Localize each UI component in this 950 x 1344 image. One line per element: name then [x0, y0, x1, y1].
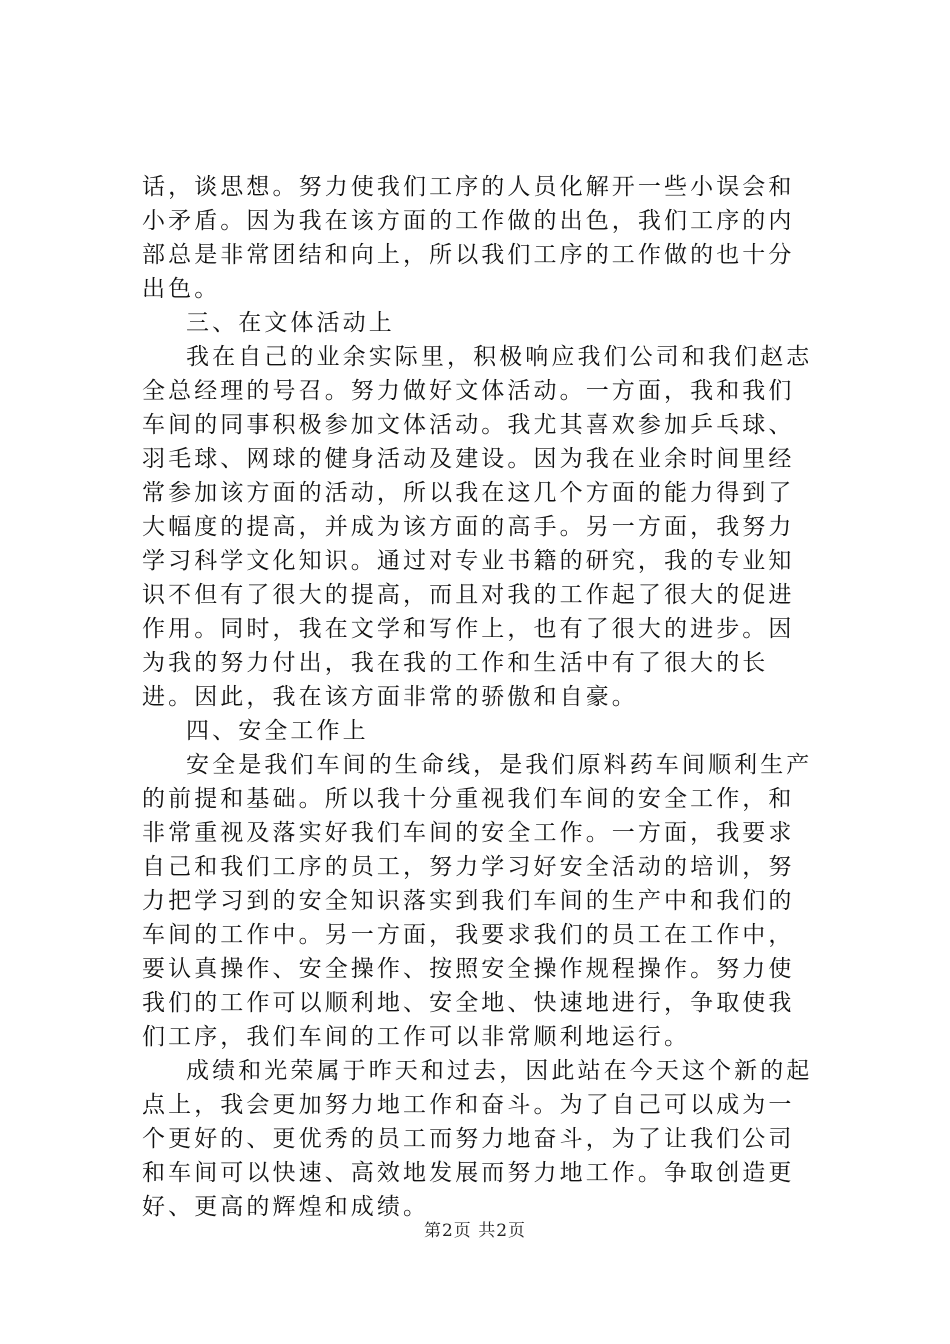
paragraph-cultural-activities: 我在自己的业余实际里，积极响应我们公司和我们赵志全总经理的号召。努力做好文体活动。一方面，我和我们车间的同事积极参加文体活动。我尤其喜欢参加乒乓球、羽毛球、网球的健身活动及建设。因为我在业余时间里经常参加该方面的活动，所以我在这几个方面的能力得到了大幅度的提高，并成为该方面的高手。另一方面，我努力学习科学文化知识。通过对专业书籍的研究，我的专业知识不但有了很大的提高，而且对我的工作起了很大的促进作用。同时，我在文学和写作上，也有了很大的进步。因为我的努力付出，我在我的工作和生活中有了很大的长进。因此，我在该方面非常的骄傲和自豪。 [142, 344, 813, 710]
paragraph-continuation: 话，谈思想。努力使我们工序的人员化解开一些小误会和小矛盾。因为我在该方面的工作做的出色，我们工序的内部总是非常团结和向上，所以我们工序的工作做的也十分出色。 [142, 174, 795, 302]
page-number-footer: 第2页 共2页 [423, 1221, 527, 1241]
document-body [142, 170, 814, 1224]
section-heading-cultural-activities: 三、在文体活动上 [186, 310, 395, 336]
section-heading-safety-work: 四、安全工作上 [186, 718, 369, 744]
paragraph-conclusion: 成绩和光荣属于昨天和过去，因此站在今天这个新的起点上，我会更加努力地工作和奋斗。为了自己可以成为一个更好的、更优秀的员工而努力地奋斗，为了让我们公司和车间可以快速、高效地发展而努力地工作。争取创造更好、更高的辉煌和成绩。 [142, 1058, 813, 1220]
paragraph-safety-work: 安全是我们车间的生命线，是我们原料药车间顺利生产的前提和基础。所以我十分重视我们车间的安全工作，和非常重视及落实好我们车间的安全工作。一方面，我要求自己和我们工序的员工，努力学习好安全活动的培训，努力把学习到的安全知识落实到我们车间的生产中和我们的车间的工作中。另一方面，我要求我们的员工在工作中，要认真操作、安全操作、按照安全操作规程操作。努力使我们的工作可以顺利地、安全地、快速地进行，争取使我们工序，我们车间的工作可以非常顺利地运行。 [142, 752, 813, 1050]
